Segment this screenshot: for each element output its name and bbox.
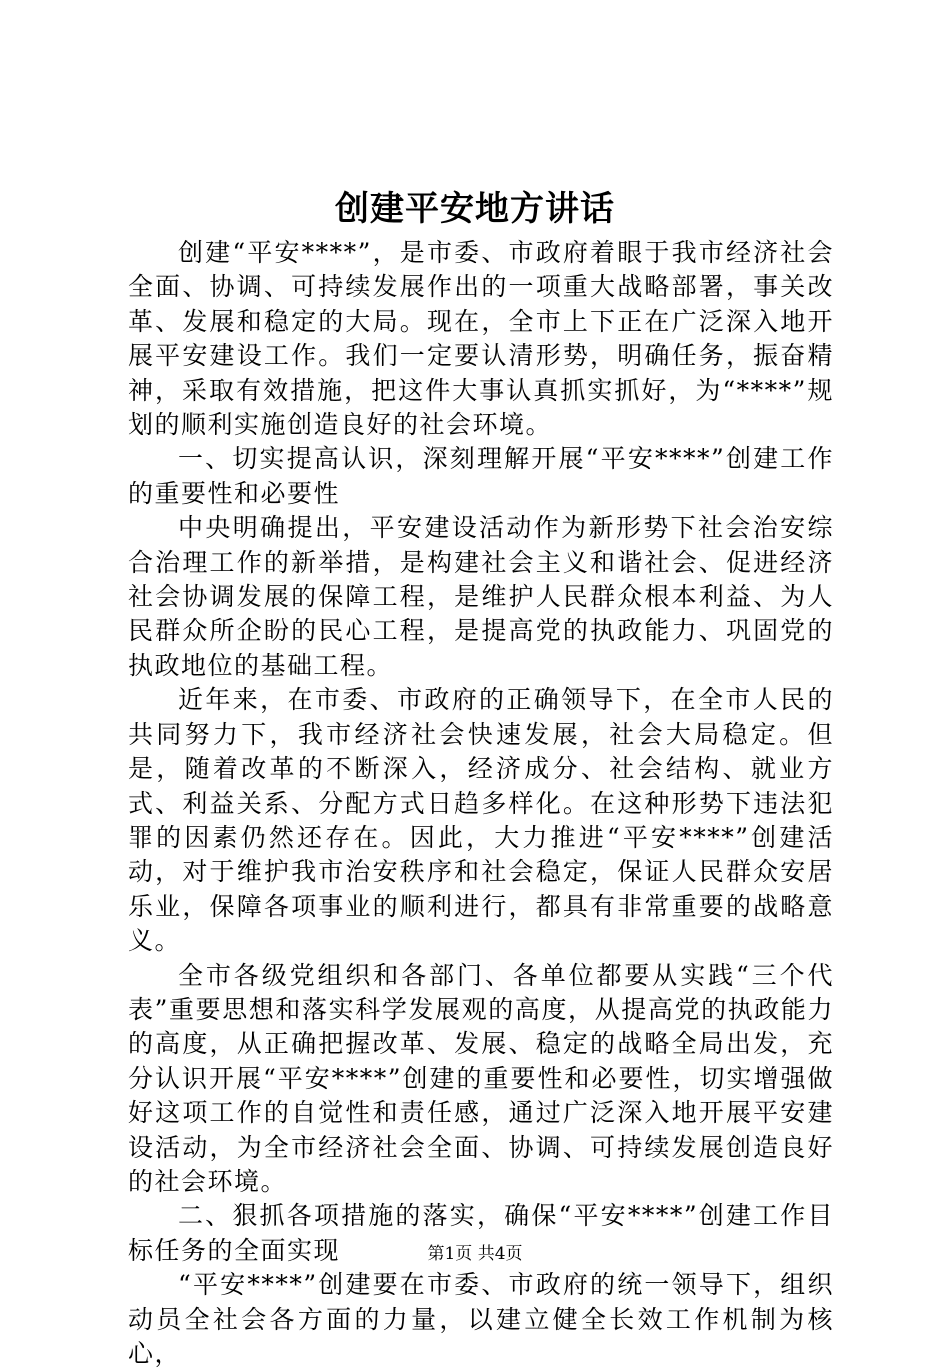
paragraph: 全市各级党组织和各部门、各单位都要从实践“三个代表”重要思想和落实科学发展观的高度，从提高党的执政能力的高度，从正确把握改革、发展、稳定的战略全局出发，充分认识开展“平安****”创建的重要性和必要性，切实增强做好这项工作的自觉性和责任感，通过广泛深入地开展平安建设活动，为全市经济社会全面、协调、可持续发展创造良好的社会环境。: [128, 960, 834, 1196]
page-title: 创建平安地方讲话: [335, 189, 615, 229]
page-footer: 第1页 共4页: [427, 1244, 523, 1264]
paragraph: 中央明确提出，平安建设活动作为新形势下社会治安综合治理工作的新举措，是构建社会主义和谐社会、促进经济社会协调发展的保障工程，是维护人民群众根本利益、为人民群众所企盼的民心工程，是提高党的执政能力、巩固党的执政地位的基础工程。: [128, 513, 834, 680]
document-body: [128, 236, 834, 1371]
paragraph: “平安****”创建要在市委、市政府的统一领导下，组织动员全社会各方面的力量，以建立健全长效工作机制为核心，: [128, 1270, 834, 1368]
paragraph: 近年来，在市委、市政府的正确领导下，在全市人民的共同努力下，我市经济社会快速发展，社会大局稳定。但是，随着改革的不断深入，经济成分、社会结构、就业方式、利益关系、分配方式日趋多样化。在这种形势下违法犯罪的因素仍然还存在。因此，大力推进“平安****”创建活动，对于维护我市治安秩序和社会稳定，保证人民群众安居乐业，保障各项事业的顺利进行，都具有非常重要的战略意义。: [128, 685, 834, 956]
section-heading: 一、切实提高认识，深刻理解开展“平安****”创建工作的重要性和必要性: [128, 444, 834, 508]
paragraph: 创建“平安****”，是市委、市政府着眼于我市经济社会全面、协调、可持续发展作出的一项重大战略部署，事关改革、发展和稳定的大局。现在，全市上下正在广泛深入地开展平安建设工作。我们一定要认清形势，明确任务，振奋精神，采取有效措施，把这件大事认真抓实抓好，为“****”规划的顺利实施创造良好的社会环境。: [128, 238, 834, 440]
section-heading: 二、狠抓各项措施的落实，确保“平安****”创建工作目标任务的全面实现: [128, 1201, 834, 1265]
